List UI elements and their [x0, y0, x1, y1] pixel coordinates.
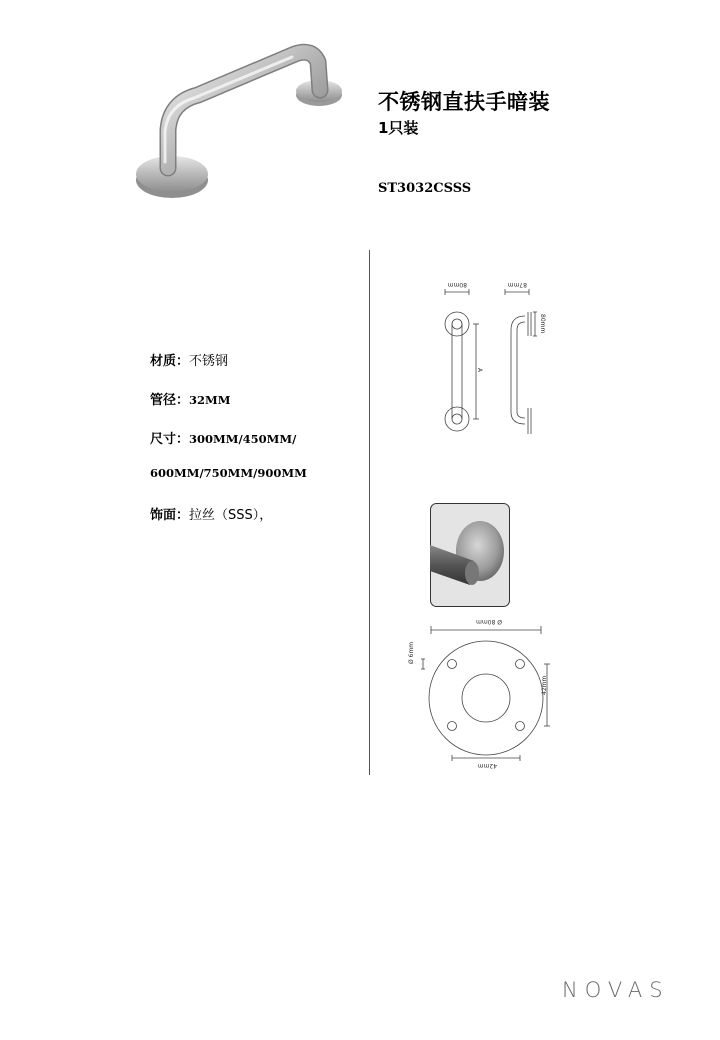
product-code: ST3032CSSS [378, 181, 472, 196]
dim-hole-spacing-horizontal: 42mm [477, 762, 497, 769]
dim-hole-spacing-vertical: 42mm [541, 675, 548, 695]
brand-logo: NOVAS [562, 978, 670, 1002]
spec-finish-value: 拉丝（SSS）， [189, 508, 273, 523]
dim-flange-diameter: Ø 80mm [476, 618, 502, 625]
spec-finish [150, 504, 272, 523]
dim-length-mark: A [476, 368, 483, 373]
dim-side-depth: 87mm [507, 281, 527, 288]
spec-material-label: 材质： [150, 354, 190, 369]
dim-front-width: 80mm [447, 281, 467, 288]
flange-closeup-photo [430, 503, 510, 607]
technical-drawing-views [425, 278, 565, 448]
spec-size-value-2: 600MM/750MM/900MM [150, 466, 307, 480]
spec-material [150, 350, 228, 369]
vertical-divider [369, 250, 370, 775]
product-pack-size: 1只装 [378, 119, 419, 137]
spec-diameter [150, 389, 230, 408]
spec-material-value: 不锈钢 [189, 354, 229, 369]
spec-size [150, 428, 296, 447]
spec-diameter-value: 32MM [189, 393, 231, 407]
spec-finish-label: 饰面： [150, 508, 190, 523]
spec-size-label: 尺寸： [150, 432, 190, 447]
dim-side-height: 80mm [539, 314, 546, 334]
spec-size-value: 300MM/450MM/ [189, 432, 297, 446]
spec-diameter-label: 管径： [150, 393, 190, 408]
dim-hole-diameter: Ø 6mm [408, 641, 415, 664]
flange-dimension-drawing [408, 612, 565, 772]
product-title: 不锈钢直扶手暗装 [378, 90, 550, 114]
product-photo [130, 40, 360, 210]
spec-size-continued [150, 466, 307, 481]
